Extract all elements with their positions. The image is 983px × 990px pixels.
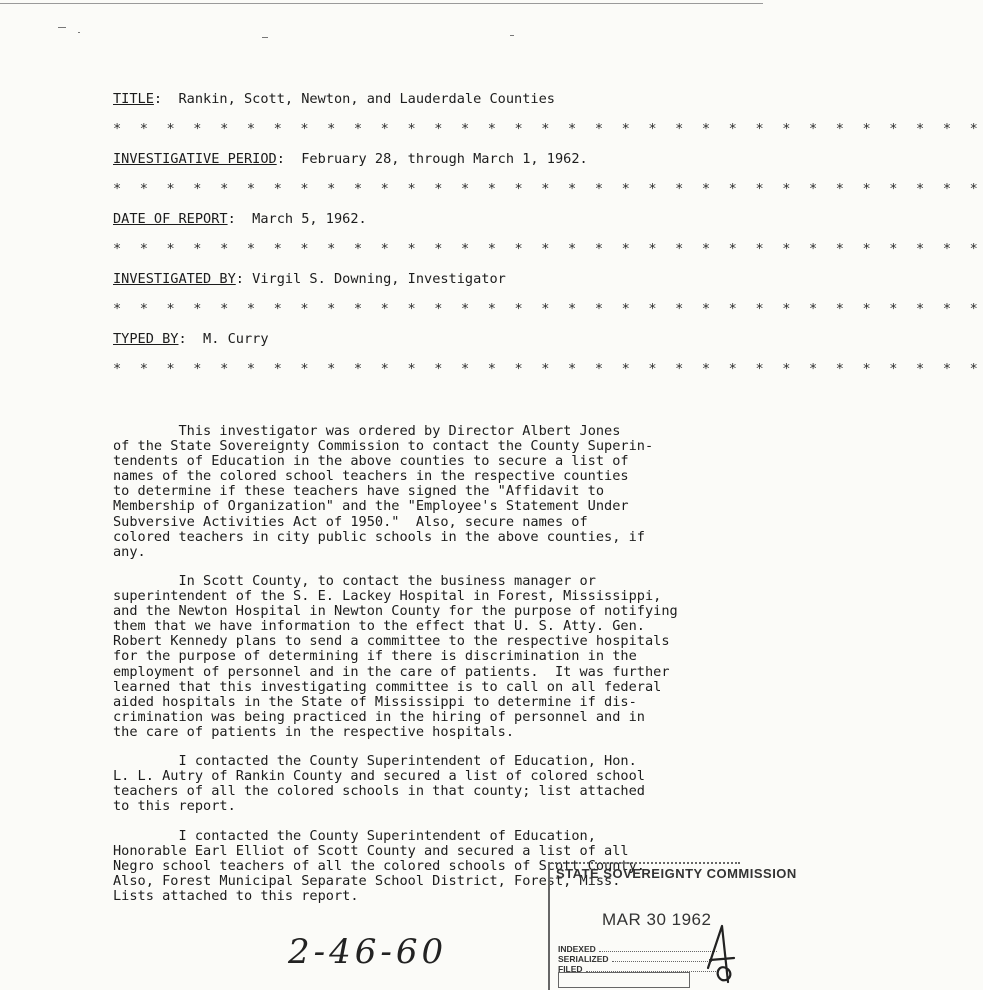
body-paragraph: This investigator was ordered by Director Albert Jones of the State Sovereignty Commission to contact the County Superin- tendents of Education in the above counties to secure a list of names of the colored school teachers in the respective counties to determine if these teachers have signed the "Affidavit to Membership of Organization" and the "Employee's Statement Under Subversive Activities Act of 1950." Also, secure names of colored teachers in city public schools in the above counties, if any. [113,423,654,560]
separator-row: * * * * * * * * * * * * * * * * * * * * * * * * * * * * * * * * * [113,301,983,317]
received-stamp [548,862,797,990]
typed-by-value: M. Curry [203,331,269,347]
stamp-filed-label: FILED [558,964,583,974]
separator-row: * * * * * * * * * * * * * * * * * * * * * * * * * * * * * * * * * [113,361,983,377]
report-date-label: DATE OF REPORT [113,211,228,227]
report-date-field: DATE OF REPORT: March 5, 1962. [113,211,367,227]
period-value: February 28, through March 1, 1962. [301,151,588,167]
title-label: TITLE [113,91,154,107]
report-date-value: March 5, 1962. [252,211,367,227]
file-number-handwritten: 2-46-60 [288,932,448,972]
stamp-indexed-label: INDEXED [558,944,596,954]
typed-by-field: TYPED BY: M. Curry [113,331,269,347]
investigated-by-field: INVESTIGATED BY: Virgil S. Downing, Investigator [113,271,506,287]
stamp-date: MAR 30 1962 [602,910,712,929]
body-paragraph: I contacted the County Superintendent of Education, Honorable Earl Elliot of Scott County and secured a list of all Negro school teachers of all the colored schools of Scott County. Also, Forest Municipal Separate School District, Forest, Miss. Lists attached to this report. [113,828,645,905]
period-field: INVESTIGATIVE PERIOD: February 28, through March 1, 1962. [113,151,588,167]
investigated-by-value: Virgil S. Downing, Investigator [252,271,506,287]
separator-row: * * * * * * * * * * * * * * * * * * * * * * * * * * * * * * * * * [113,121,983,137]
stamp-box [558,972,690,988]
stamp-serialized-label: SERIALIZED [558,954,609,964]
handwritten-initial-icon [700,924,740,986]
title-field: TITLE: Rankin, Scott, Newton, and Lauderdale Counties [113,91,555,107]
separator-row: * * * * * * * * * * * * * * * * * * * * * * * * * * * * * * * * * [113,181,983,197]
stamp-serialized [558,954,712,964]
title-value: Rankin, Scott, Newton, and Lauderdale Counties [178,91,555,107]
scan-speck [78,32,80,33]
body-paragraph: I contacted the County Superintendent of Education, Hon. L. L. Autry of Rankin County and secured a list of colored school teachers of all the colored schools in that county; list attached to this report. [113,753,645,815]
scan-speck [262,37,268,38]
body-paragraph: In Scott County, to contact the business manager or superintendent of the S. E. Lackey Hospital in Forest, Mississippi, and the Newton Hospital in Newton County for the purpose of notifying them that we have information to the effect that U. S. Atty. Gen. Robert Kennedy plans to send a committee to the respective hospitals for the purpose of determining if there is discrimination in the employment of personnel and in the care of patients. It was further learned that this investigating committee is to call on all federal aided hospitals in the State of Mississippi to determine if dis- crimination was being practiced in the hiring of personnel and in the care of patients in the respective hospitals. [113,573,678,740]
scan-speck [510,35,514,36]
period-label: INVESTIGATIVE PERIOD [113,151,277,167]
stamp-agency-name: STATE SOVEREIGNTY COMMISSION [556,866,797,881]
scan-speck [58,27,66,28]
typed-by-label: TYPED BY [113,331,179,347]
scan-edge-line [0,3,763,4]
separator-row: * * * * * * * * * * * * * * * * * * * * * * * * * * * * * * * * * [113,241,983,257]
stamp-indexed [558,944,717,954]
investigated-by-label: INVESTIGATED BY [113,271,236,287]
